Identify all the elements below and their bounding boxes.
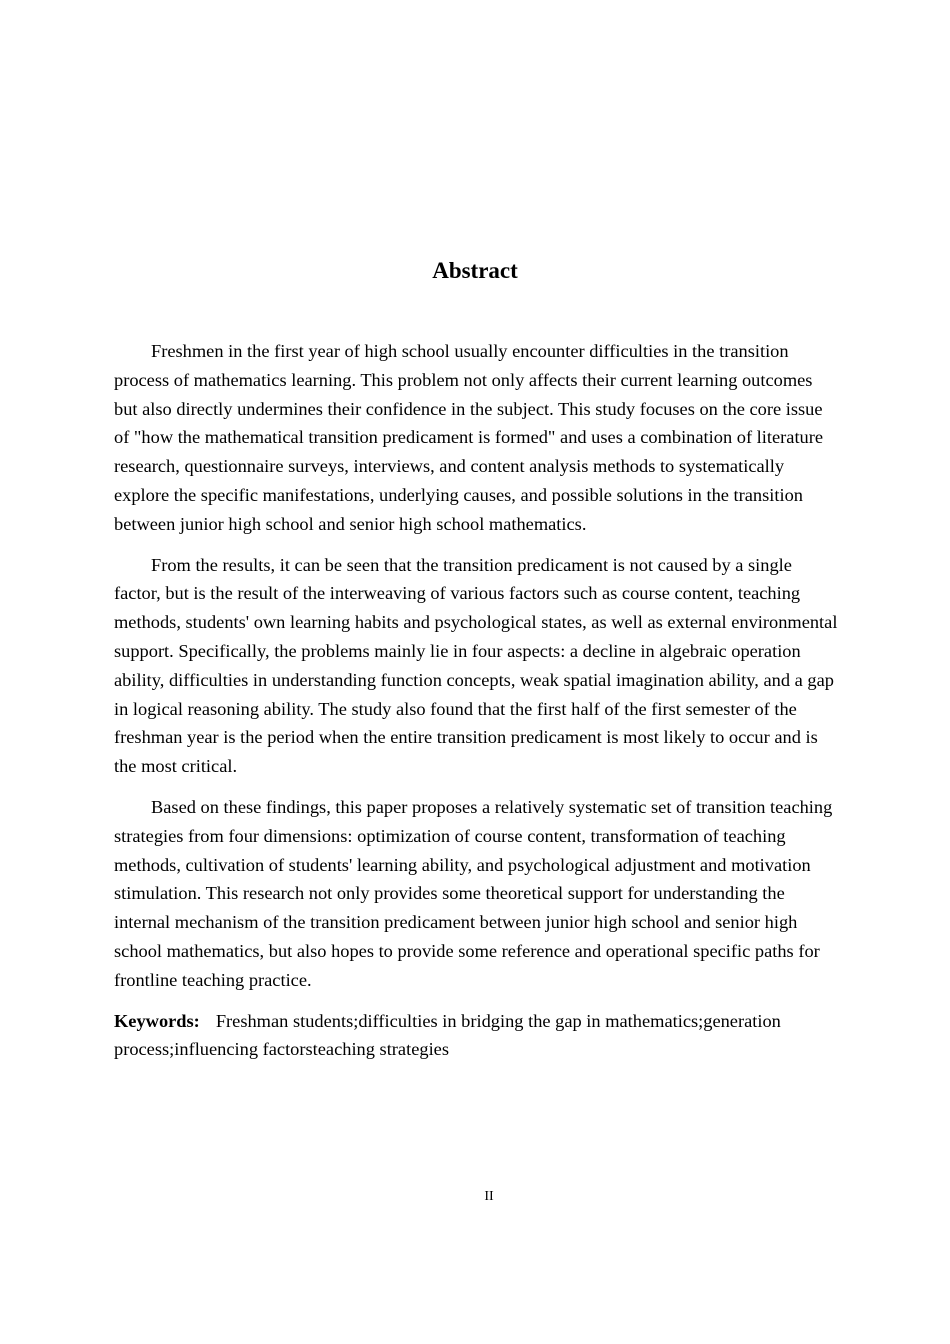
page-number: II <box>484 1189 494 1204</box>
keywords-text: Freshman students;difficulties in bridging the gap in mathematics;generation process;influencing factorsteaching strategies <box>114 1010 781 1060</box>
abstract-title: Abstract <box>432 258 518 284</box>
abstract-body <box>114 337 838 1064</box>
keywords-line <box>114 1007 838 1065</box>
abstract-paragraph-2: From the results, it can be seen that the transition predicament is not caused by a single factor, but is the result of the interweaving of various factors such as course content, teaching methods, students' own learning habits and psychological states, as well as external environmental support. Specifically, the problems mainly lie in four aspects: a decline in algebraic operation ability, difficulties in understanding function concepts, weak spatial imagination ability, and a gap in logical reasoning ability. The study also found that the first half of the first semester of the freshman year is the period when the entire transition predicament is most likely to occur and is the most critical. <box>114 554 838 777</box>
keywords-label: Keywords: <box>114 1010 200 1031</box>
abstract-paragraph-3: Based on these findings, this paper proposes a relatively systematic set of transition teaching strategies from four dimensions: optimization of course content, transformation of teaching methods, cultivation of students' learning ability, and psychological adjustment and motivation stimulation. This research not only provides some theoretical support for understanding the internal mechanism of the transition predicament between junior high school and senior high school mathematics, but also hopes to provide some reference and operational specific paths for frontline teaching practice. <box>114 796 833 990</box>
abstract-paragraph-1: Freshmen in the first year of high school usually encounter difficulties in the transition process of mathematics learning. This problem not only affects their current learning outcomes but also directly undermines their confidence in the subject. This study focuses on the core issue of "how the mathematical transition predicament is formed" and uses a combination of literature research, questionnaire surveys, interviews, and content analysis methods to systematically explore the specific manifestations, underlying causes, and possible solutions in the transition between junior high school and senior high school mathematics. <box>114 341 824 534</box>
